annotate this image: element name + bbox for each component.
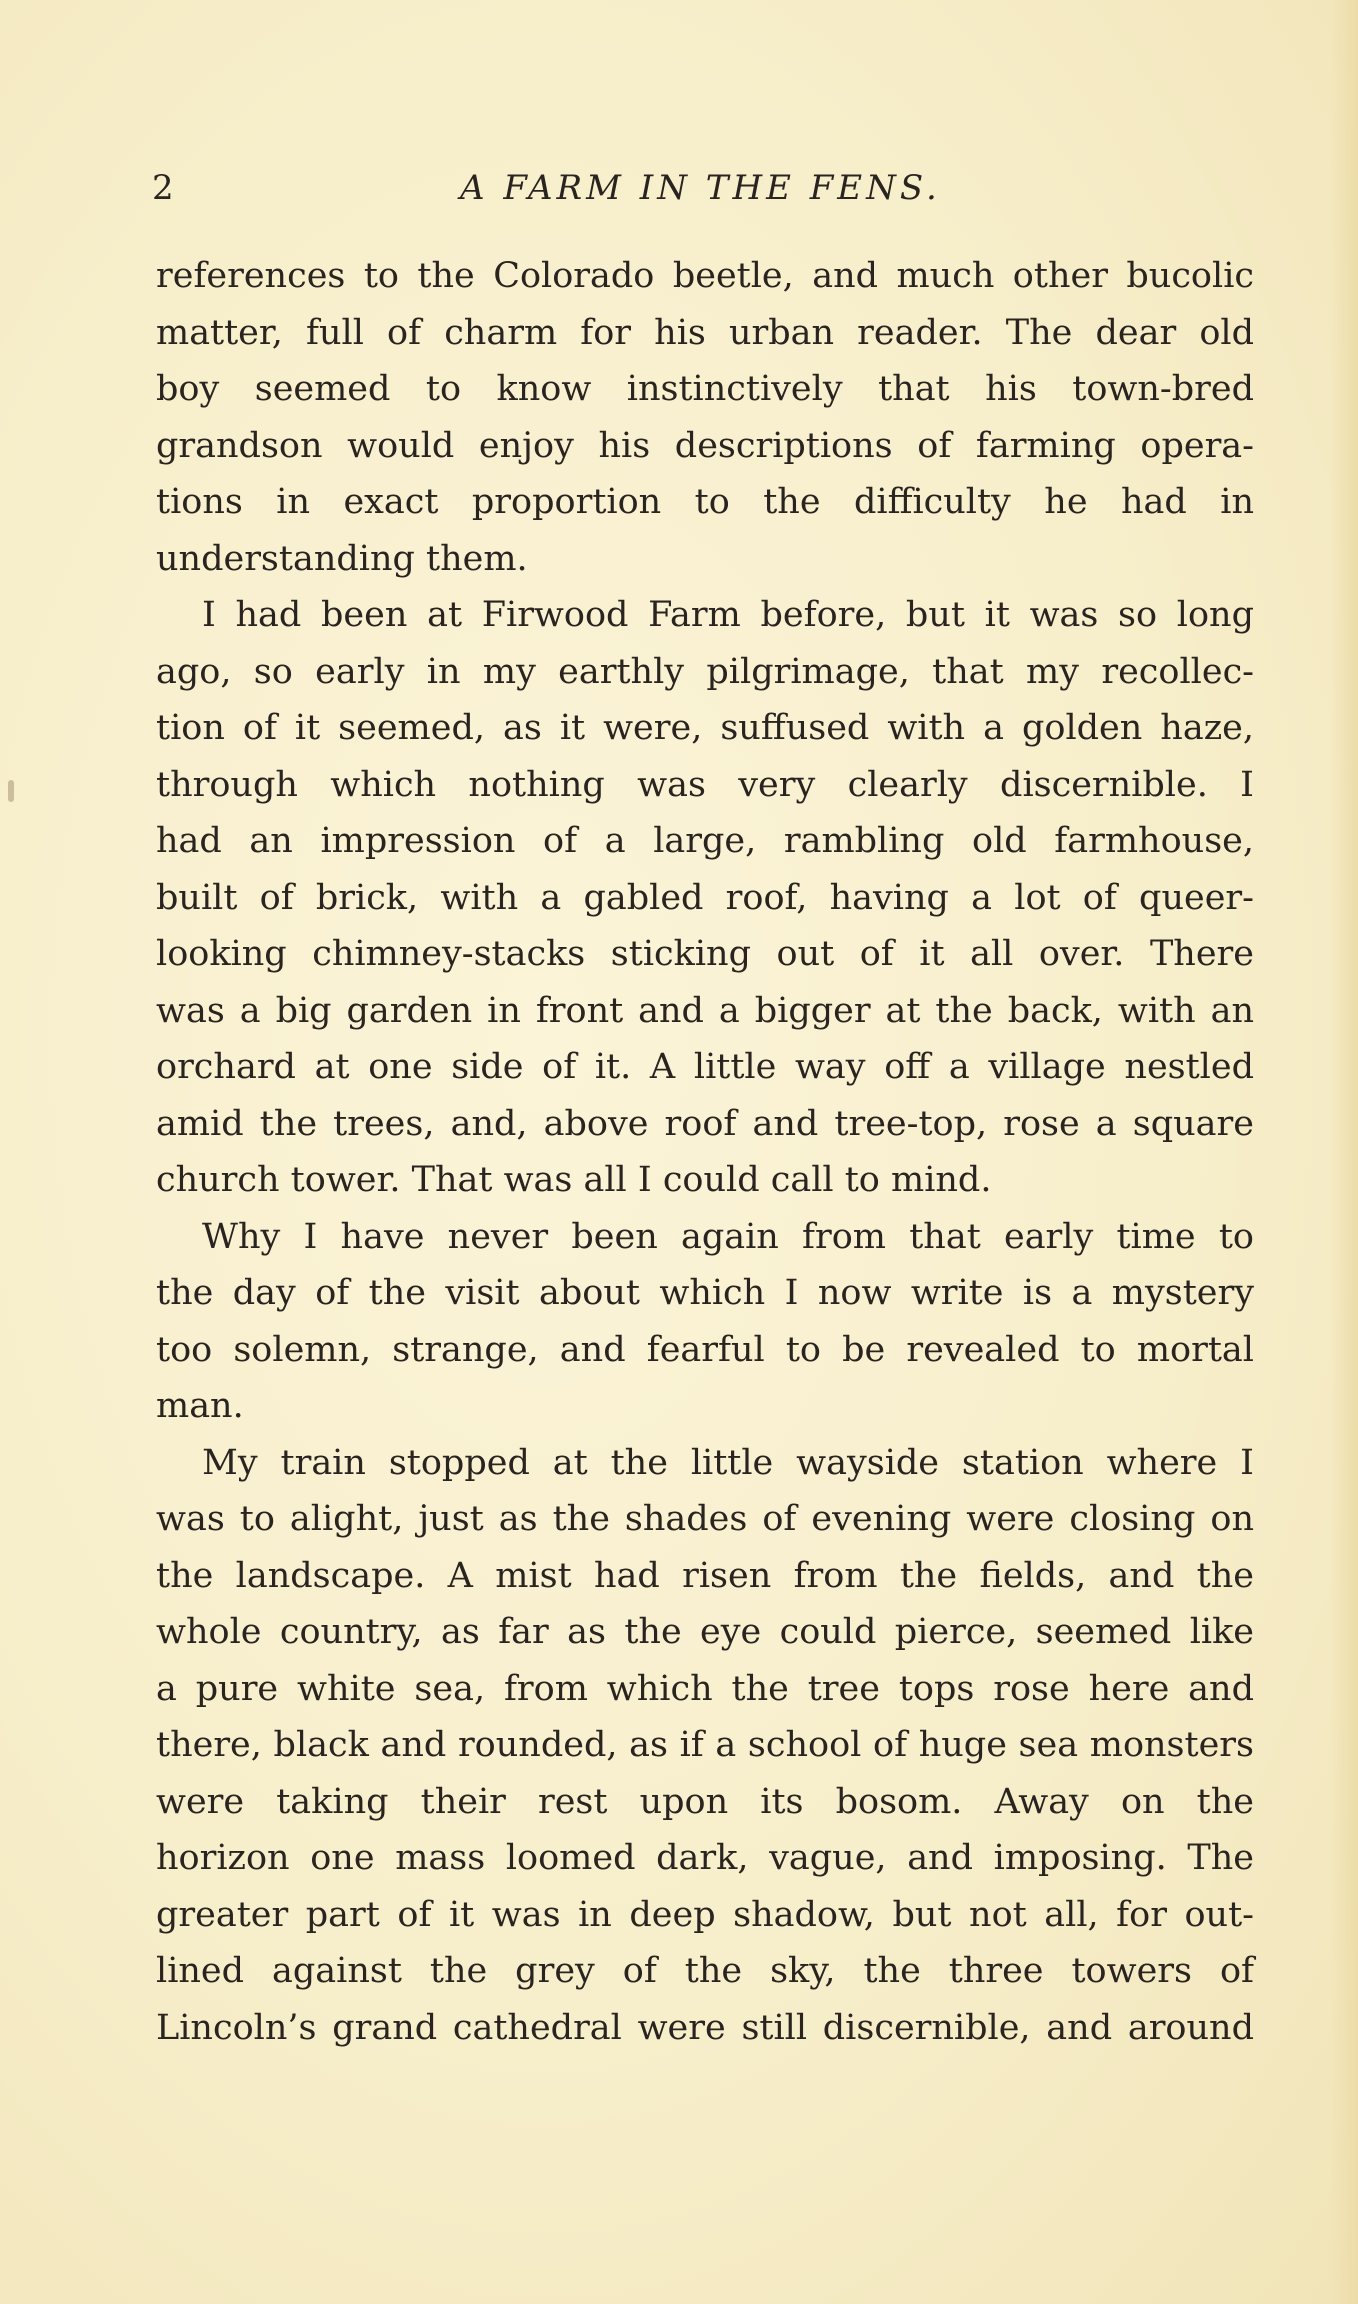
text-line: understanding them. [156,538,528,579]
text-line: were taking their rest upon its bosom. Away on the [156,1781,1254,1822]
text-line: through which nothing was very clearly discernible. I [156,764,1254,805]
text-line: tion of it seemed, as it were, suffused with a golden haze, [156,708,1254,748]
paragraph-start-line: I had been at Firwood Farm before, but it was so long [202,595,1254,635]
paper-stain [8,780,14,802]
body-text [156,248,1254,2056]
text-line: was a big garden in front and a bigger at the back, with an [156,990,1254,1031]
text-line: had an impression of a large, rambling old farmhouse, [156,821,1254,861]
text-line: ago, so early in my earthly pilgrimage, that my recollec- [156,651,1254,692]
page-header [152,168,1262,212]
text-line: there, black and rounded, as if a school of huge sea monsters [156,1725,1254,1765]
text-line: grandson would enjoy his descriptions of farming opera- [156,425,1254,466]
text-line: matter, full of charm for his urban reader. The dear old [156,312,1254,353]
text-line: boy seemed to know instinctively that his town-bred [156,369,1254,409]
page-edge-shadow [1330,0,1358,2304]
text-line: whole country, as far as the eye could pierce, seemed like [156,1612,1254,1652]
text-line: built of brick, with a gabled roof, having a lot of queer- [156,877,1254,918]
text-line: was to alight, just as the shades of evening were closing on [156,1499,1254,1539]
running-title: A FARM IN THE FENS. [460,168,941,208]
text-line: horizon one mass loomed dark, vague, and imposing. The [156,1838,1254,1878]
text-line: lined against the grey of the sky, the three towers of [156,1951,1254,1991]
text-line: too solemn, strange, and fearful to be revealed to mortal [156,1329,1254,1370]
paragraph-start-line: My train stopped at the little wayside station where I [202,1442,1254,1483]
text-line: man. [156,1386,244,1426]
text-line: church tower. That was all I could call to mind. [156,1160,992,1200]
text-line: the day of the visit about which I now write is a mystery [156,1273,1254,1313]
text-line: orchard at one side of it. A little way off a village nestled [156,1047,1254,1087]
text-line: references to the Colorado beetle, and much other bucolic [156,256,1254,296]
text-line: a pure white sea, from which the tree tops rose here and [156,1668,1254,1709]
text-line: tions in exact proportion to the difficulty he had in [156,482,1254,522]
text-line: the landscape. A mist had risen from the fields, and the [156,1555,1254,1596]
text-line: amid the trees, and, above roof and tree-top, rose a square [156,1103,1254,1144]
text-line: Lincoln’s grand cathedral were still discernible, and around [156,2007,1254,2048]
paragraph-start-line: Why I have never been again from that early time to [202,1216,1254,1257]
text-line: greater part of it was in deep shadow, but not all, for out- [156,1894,1254,1935]
page-number: 2 [152,168,175,208]
text-line: looking chimney-stacks sticking out of it all over. There [156,934,1254,974]
